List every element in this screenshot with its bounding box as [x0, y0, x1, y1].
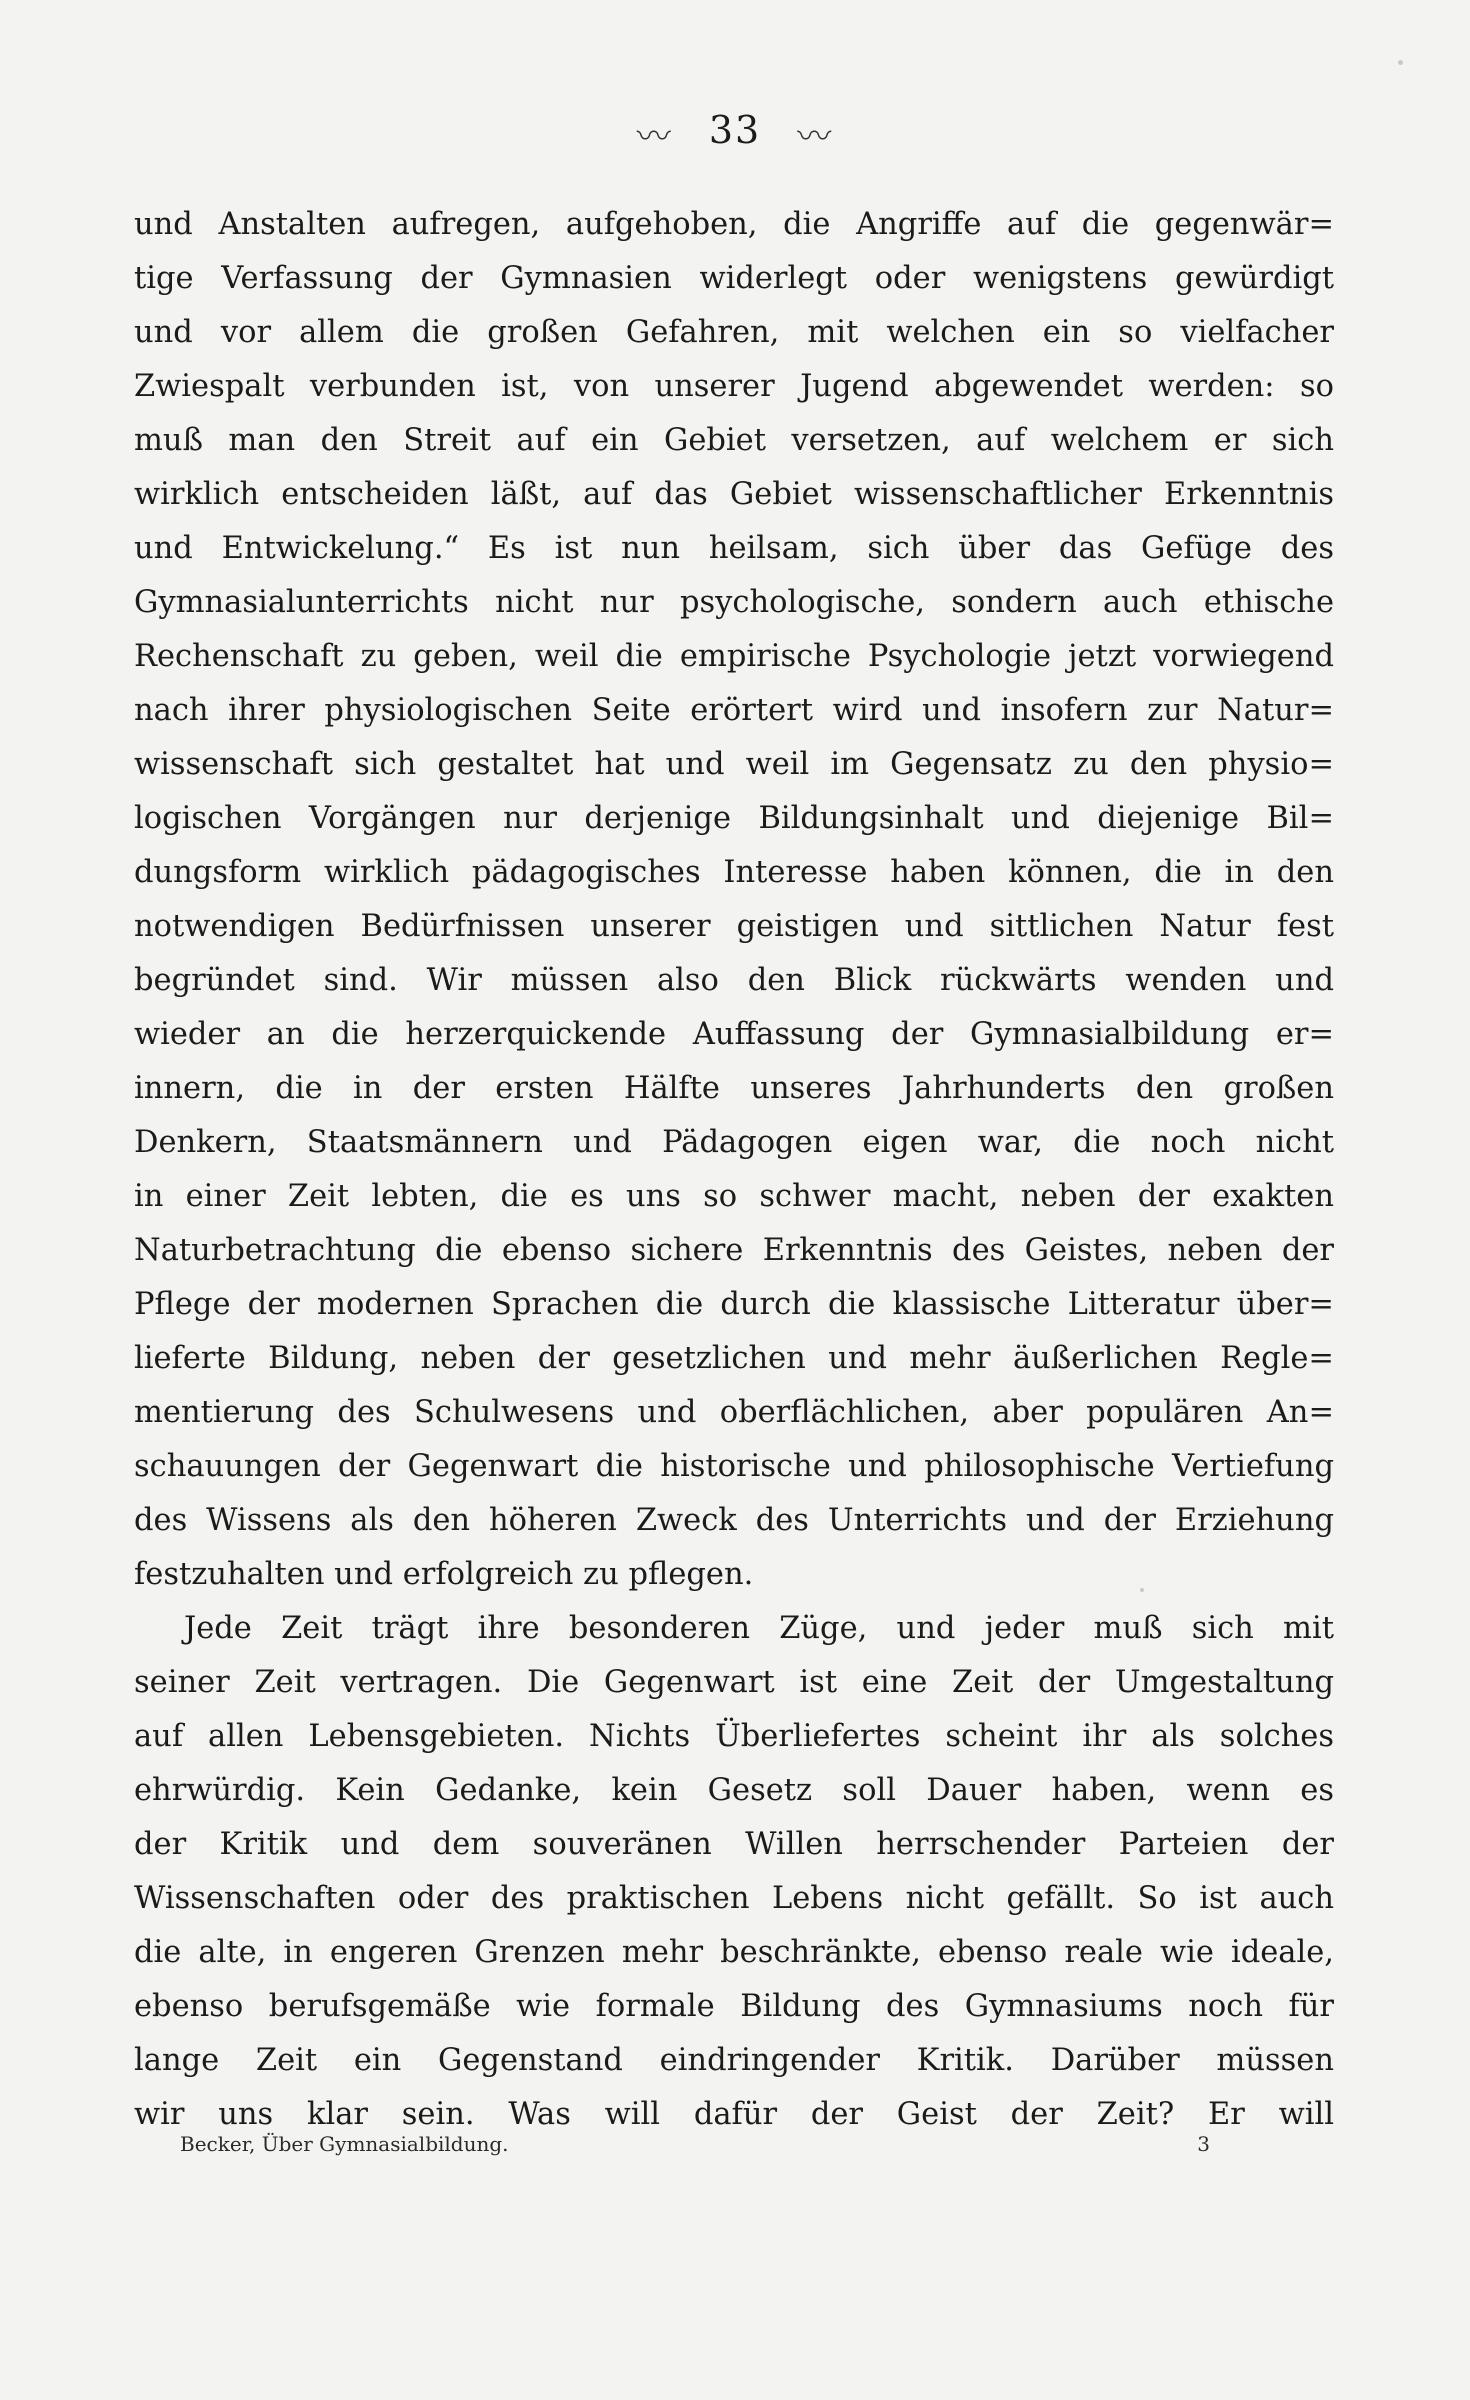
- text-line: die alte, in engeren Grenzen mehr beschränkte, ebenso reale wie ideale,: [134, 1935, 1334, 1970]
- page-number: 33: [708, 108, 762, 152]
- text-line: wir uns klar sein. Was will dafür der Geist der Zeit? Er will: [134, 2097, 1334, 2132]
- page-footer: [180, 2132, 1210, 2156]
- paragraph-start-line: Jede Zeit trägt ihre besonderen Züge, und jeder muß sich mit: [184, 1611, 1334, 1646]
- text-line: Naturbetrachtung die ebenso sichere Erkenntnis des Geistes, neben der: [134, 1233, 1334, 1268]
- text-line: Gymnasialunterrichts nicht nur psychologische, sondern auch ethische: [134, 585, 1334, 620]
- text-line: mentierung des Schulwesens und oberflächlichen, aber populären An=: [134, 1395, 1334, 1430]
- text-line: Pflege der modernen Sprachen die durch die klassische Litteratur über=: [134, 1287, 1334, 1322]
- text-line: wirklich entscheiden läßt, auf das Gebiet wissenschaftlicher Erkenntnis: [134, 477, 1334, 512]
- text-line: Denkern, Staatsmännern und Pädagogen eigen war, die noch nicht: [134, 1125, 1334, 1160]
- text-line: Rechenschaft zu geben, weil die empirische Psychologie jetzt vorwiegend: [134, 639, 1334, 674]
- page-header: [0, 108, 1470, 158]
- ornament-left-icon: 〰: [636, 117, 673, 157]
- paper-speck: [1398, 60, 1403, 65]
- ornament-right-icon: 〰: [797, 117, 834, 157]
- text-line: logischen Vorgängen nur derjenige Bildungsinhalt und diejenige Bil=: [134, 801, 1334, 836]
- footer-source: Becker, Über Gymnasialbildung.: [180, 2132, 509, 2156]
- text-line: begründet sind. Wir müssen also den Blick rückwärts wenden und: [134, 963, 1334, 998]
- text-line: nach ihrer physiologischen Seite erörtert wird und insofern zur Natur=: [134, 693, 1334, 728]
- signature-mark: 3: [1197, 2132, 1210, 2156]
- text-line: schauungen der Gegenwart die historische und philosophische Vertiefung: [134, 1449, 1334, 1484]
- text-line: Wissenschaften oder des praktischen Lebens nicht gefällt. So ist auch: [134, 1881, 1334, 1916]
- text-line: muß man den Streit auf ein Gebiet versetzen, auf welchem er sich: [134, 423, 1334, 458]
- text-line: auf allen Lebensgebieten. Nichts Überliefertes scheint ihr als solches: [134, 1719, 1334, 1754]
- body-text: [134, 198, 1334, 2142]
- text-line: in einer Zeit lebten, die es uns so schwer macht, neben der exakten: [134, 1179, 1334, 1214]
- text-line: ehrwürdig. Kein Gedanke, kein Gesetz soll Dauer haben, wenn es: [134, 1773, 1334, 1808]
- text-line: und vor allem die großen Gefahren, mit welchen ein so vielfacher: [134, 315, 1334, 350]
- text-line: seiner Zeit vertragen. Die Gegenwart ist eine Zeit der Umgestaltung: [134, 1665, 1334, 1700]
- text-line: innern, die in der ersten Hälfte unseres Jahrhunderts den großen: [134, 1071, 1334, 1106]
- text-line: notwendigen Bedürfnissen unserer geistigen und sittlichen Natur fest: [134, 909, 1334, 944]
- text-line: Zwiespalt verbunden ist, von unserer Jugend abgewendet werden: so: [134, 369, 1334, 404]
- text-line: der Kritik und dem souveränen Willen herrschender Parteien der: [134, 1827, 1334, 1862]
- paragraph-end-line: festzuhalten und erfolgreich zu pflegen.: [134, 1557, 754, 1592]
- text-line: wieder an die herzerquickende Auffassung der Gymnasialbildung er=: [134, 1017, 1334, 1052]
- text-line: lange Zeit ein Gegenstand eindringender Kritik. Darüber müssen: [134, 2043, 1334, 2078]
- text-line: ebenso berufsgemäße wie formale Bildung des Gymnasiums noch für: [134, 1989, 1334, 2024]
- text-line: des Wissens als den höheren Zweck des Unterrichts und der Erziehung: [134, 1503, 1334, 1538]
- text-line: tige Verfassung der Gymnasien widerlegt oder wenigstens gewürdigt: [134, 261, 1334, 296]
- text-line: und Entwickelung.“ Es ist nun heilsam, sich über das Gefüge des: [134, 531, 1334, 566]
- text-line: wissenschaft sich gestaltet hat und weil im Gegensatz zu den physio=: [134, 747, 1334, 782]
- text-line: und Anstalten aufregen, aufgehoben, die Angriffe auf die gegenwär=: [134, 207, 1334, 242]
- text-line: dungsform wirklich pädagogisches Interesse haben können, die in den: [134, 855, 1334, 890]
- text-line: lieferte Bildung, neben der gesetzlichen und mehr äußerlichen Regle=: [134, 1341, 1334, 1376]
